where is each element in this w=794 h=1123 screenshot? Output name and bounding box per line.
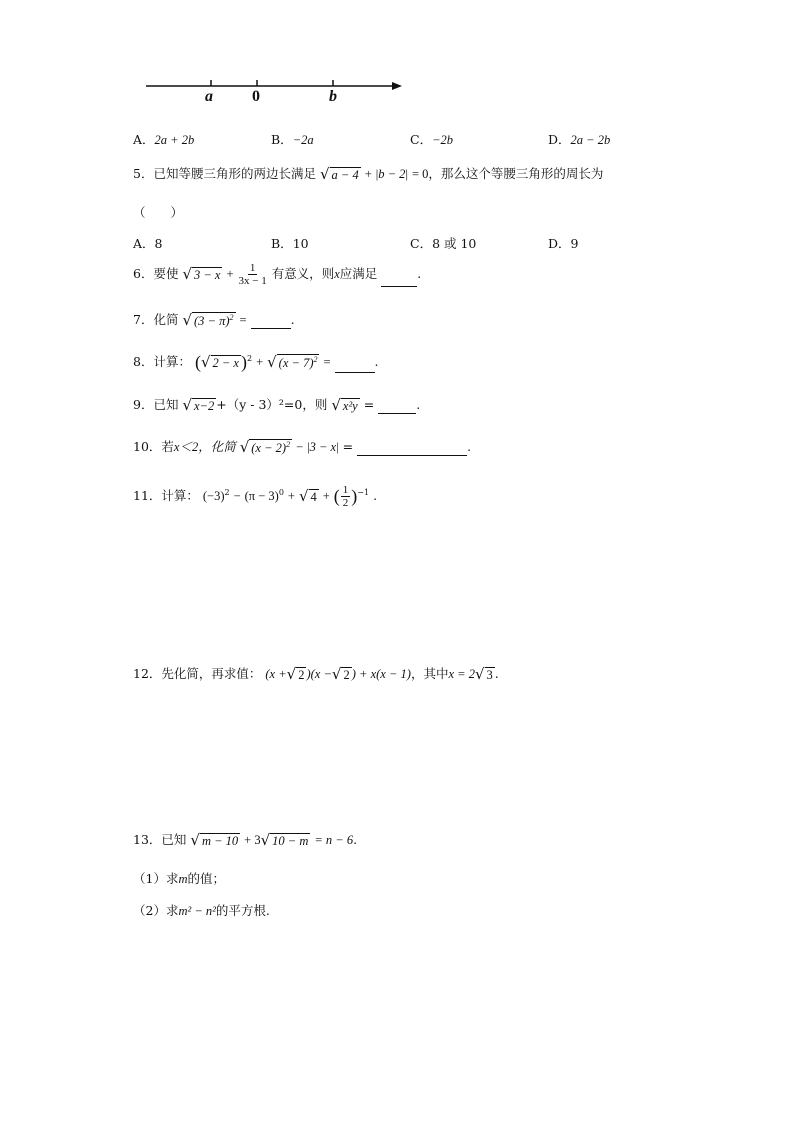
q5-option-c[interactable]: C．8 或 10 bbox=[410, 236, 477, 251]
q4-option-c[interactable]: C．−2b bbox=[410, 132, 454, 147]
q4-option-d[interactable]: D．2a − 2b bbox=[548, 132, 611, 147]
number-line-label-b: b bbox=[329, 88, 337, 105]
q4-option-a[interactable]: A．2a + 2b bbox=[133, 132, 195, 147]
number-line-arrow-icon bbox=[392, 82, 402, 90]
question-13-part-1: （1）求m的值； bbox=[133, 871, 225, 886]
q5-radical: √ a − 4 bbox=[319, 165, 359, 184]
question-10: 10．若x＜2，化简 √ $(x - 2)^2 - |3 - x|$ = . bbox=[133, 438, 472, 456]
question-13-part-2: （2）求m² − n²的平方根. bbox=[133, 903, 270, 918]
question-13: 13．已知 √ m − 10 + 3√ 10 − m = n − 6. bbox=[133, 831, 358, 850]
q7-answer-blank[interactable] bbox=[251, 316, 291, 329]
q5-option-a[interactable]: A．8 bbox=[133, 236, 163, 251]
q5-answer-paren: （ ） bbox=[133, 205, 184, 220]
question-7: 7．化简 √ $(3 - \pi)^2$ = . bbox=[133, 311, 295, 329]
question-6: 6．要使 √ 3 − x + $\frac{1}{3x - 1}$ 有意义，则x应满足 . bbox=[133, 262, 422, 288]
question-5: 5．已知等腰三角形的两边长满足 √ a − 4 + |b − 2| = 0，那么这个等腰三角形的周长为 bbox=[133, 165, 604, 184]
q8-answer-blank[interactable] bbox=[335, 360, 375, 373]
q4-option-b[interactable]: B．−2a bbox=[271, 132, 314, 147]
number-line-figure bbox=[140, 70, 410, 110]
q11-fraction: $\frac{1}{2}$ bbox=[342, 484, 349, 510]
q5-option-d[interactable]: D．9 bbox=[548, 236, 579, 251]
q6-answer-blank[interactable] bbox=[381, 274, 417, 287]
number-line-label-a: a bbox=[205, 88, 213, 105]
number-line-label-zero: 0 bbox=[252, 88, 260, 105]
question-12: 12．先化简，再求值： (x +√ 2 )(x −√ 2 ) + x(x − 1)，其中x = 2√ 3 . bbox=[133, 665, 499, 684]
q5-option-b[interactable]: B．10 bbox=[271, 236, 309, 251]
q10-answer-blank[interactable] bbox=[357, 443, 467, 456]
question-9: 9．已知 √ x−2 +（y - 3）²=0，则 √ x²y = . bbox=[133, 396, 421, 415]
question-11: 11．计算： $(-3)^2 - (\pi - 3)^0$ + √ 4 + ( $\frac{1}{2}$ )$^{-1}$ . bbox=[133, 484, 378, 510]
question-8: 8．计算： (√ 2 − x )$^2$ + √ $(x - 7)^2$ = . bbox=[133, 352, 379, 372]
q6-fraction: $\frac{1}{3x - 1}$ bbox=[238, 262, 267, 288]
q9-answer-blank[interactable] bbox=[378, 401, 416, 414]
